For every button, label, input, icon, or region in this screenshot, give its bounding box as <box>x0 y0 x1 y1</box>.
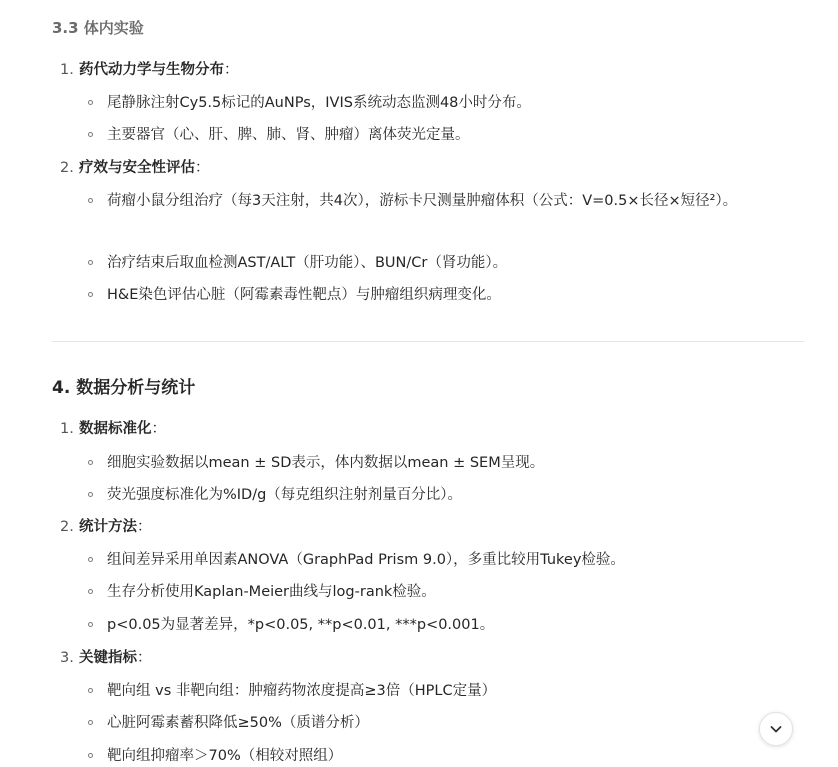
list-item-text: H&E染色评估心脏（阿霉素毒性靶点）与肿瘤组织病理变化。 <box>107 287 501 303</box>
numbered-item <box>60 516 152 538</box>
item-suffix: ： <box>137 650 152 666</box>
list-item-text: 靶向组 vs 非靶向组：肿瘤药物浓度提高≥3倍（HPLC定量） <box>107 683 497 699</box>
hollow-bullet-icon <box>88 720 93 725</box>
item-suffix: ： <box>137 519 152 535</box>
list-item-text: 治疗结束后取血检测AST/ALT（肝功能）、BUN/Cr（肾功能）。 <box>107 255 508 271</box>
hollow-bullet-icon <box>88 460 93 465</box>
hollow-bullet-icon <box>88 100 93 105</box>
list-item-text: 主要器官（心、肝、脾、肺、肾、肿瘤）离体荧光定量。 <box>107 127 470 143</box>
numbered-item <box>60 59 239 81</box>
item-suffix: ： <box>151 421 166 437</box>
hollow-bullet-icon <box>88 557 93 562</box>
section-divider <box>52 341 804 342</box>
item-number: 2. <box>60 519 74 535</box>
list-item-text: p<0.05为显著差异，*p<0.05, **p<0.01, ***p<0.001。 <box>107 617 495 633</box>
section-heading-4: 4. 数据分析与统计 <box>52 378 196 398</box>
item-suffix: ： <box>224 62 239 78</box>
section-heading-3-3: 3.3 体内实验 <box>52 19 144 37</box>
list-item-text: 生存分析使用Kaplan-Meier曲线与log-rank检验。 <box>107 584 436 600</box>
numbered-item <box>60 647 152 669</box>
list-item-text: 心脏阿霉素蓄积降低≥50%（质谱分析） <box>107 715 369 731</box>
item-number: 3. <box>60 650 74 666</box>
list-item-text: 荧光强度标准化为%ID/g（每克组织注射剂量百分比）。 <box>107 487 463 503</box>
hollow-bullet-icon <box>88 688 93 693</box>
chevron-down-icon <box>769 722 783 736</box>
list-item-text: 细胞实验数据以mean ± SD表示，体内数据以mean ± SEM呈现。 <box>107 455 545 471</box>
numbered-item <box>60 418 166 440</box>
item-number: 2. <box>60 160 74 176</box>
hollow-bullet-icon <box>88 492 93 497</box>
scroll-to-bottom-button[interactable] <box>759 712 793 746</box>
item-title: 统计方法 <box>79 519 137 535</box>
item-title: 药代动力学与生物分布 <box>79 62 224 78</box>
item-title: 关键指标 <box>79 650 137 666</box>
hollow-bullet-icon <box>88 292 93 297</box>
numbered-item <box>60 157 210 179</box>
list-item-text: 组间差异采用单因素ANOVA（GraphPad Prism 9.0），多重比较用Tukey检验。 <box>107 552 625 568</box>
item-title: 疗效与安全性评估 <box>79 160 195 176</box>
hollow-bullet-icon <box>88 622 93 627</box>
hollow-bullet-icon <box>88 260 93 265</box>
item-number: 1. <box>60 421 74 437</box>
hollow-bullet-icon <box>88 589 93 594</box>
list-item-text: 靶向组抑瘤率＞70%（相较对照组） <box>107 748 343 764</box>
list-item-text: 荷瘤小鼠分组治疗（每3天注射，共4次），游标卡尺测量肿瘤体积（公式：V=0.5×长径×短径²）。 <box>107 193 738 209</box>
hollow-bullet-icon <box>88 198 93 203</box>
item-number: 1. <box>60 62 74 78</box>
item-title: 数据标准化 <box>79 421 152 437</box>
hollow-bullet-icon <box>88 132 93 137</box>
list-item-text: 尾静脉注射Cy5.5标记的AuNPs，IVIS系统动态监测48小时分布。 <box>107 95 531 111</box>
hollow-bullet-icon <box>88 753 93 758</box>
item-suffix: ： <box>195 160 210 176</box>
